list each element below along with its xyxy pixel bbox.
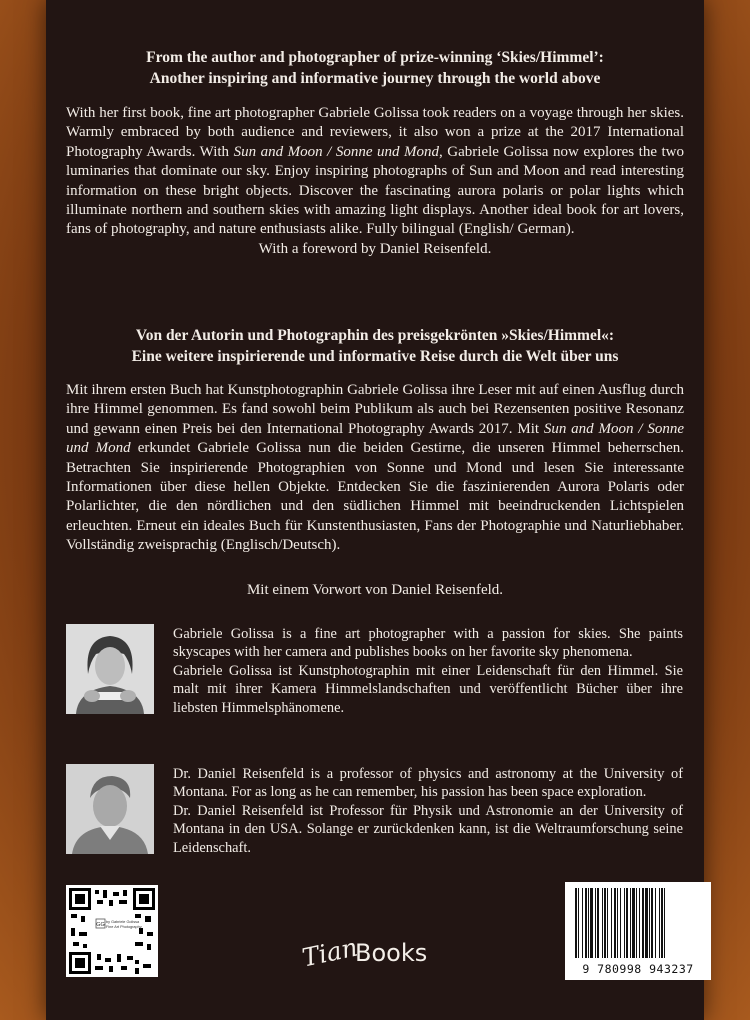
barcode-bar	[607, 888, 608, 958]
barcode-bar	[588, 888, 589, 958]
barcode-bar	[602, 888, 603, 958]
english-foreword: With a foreword by Daniel Reisenfeld.	[258, 240, 492, 257]
barcode-bar	[614, 888, 616, 958]
foreword-bio-german: Dr. Daniel Reisenfeld ist Professor für Physik und Astronomie an der University of Montana in den USA. Solange er zurückdenken kann, ist die Weltraumforschung seine Leidenschaft.	[173, 802, 683, 856]
publisher-name-books: Books	[355, 939, 428, 967]
foreword-author-bio	[173, 765, 683, 857]
isbn-number: 9 780998 943237	[582, 962, 694, 976]
barcode-bar	[620, 888, 621, 958]
barcode-bar	[661, 888, 663, 958]
isbn-barcode	[565, 882, 711, 980]
barcode-bar	[604, 888, 606, 958]
barcode-bar	[649, 888, 650, 958]
german-description	[66, 381, 684, 556]
german-body-part1: Mit ihrem ersten Buch hat Kunstphotographin Gabriele Golissa ihre Leser mit auf einen Ausflug durch ihre Himmel genommen. Es fand sowohl beim Publikum als auch bei Rezensenten positive Resonanz und gewann einen Preis bei den International Photography Awards 2017. Mit	[66, 382, 684, 437]
english-book-title: Sun and Moon / Sonne und Mond	[233, 143, 440, 160]
barcode-bars	[573, 888, 703, 960]
barcode-bar	[639, 888, 640, 958]
barcode-bar	[632, 888, 635, 958]
english-description	[66, 104, 684, 259]
barcode-bar	[582, 888, 583, 958]
german-heading-line2: Eine weitere inspirierende und informative Reise durch die Welt über uns	[131, 348, 619, 365]
barcode-bar	[578, 888, 579, 958]
foreword-author-photo	[66, 764, 154, 854]
barcode-bar	[575, 888, 577, 958]
barcode-bar	[626, 888, 628, 958]
svg-text:GG: GG	[96, 922, 105, 928]
foreword-bio-english: Dr. Daniel Reisenfeld is a professor of physics and astronomy at the University of Montana. For as long as he can remember, his passion has been space exploration.	[173, 766, 683, 801]
barcode-bar	[655, 888, 656, 958]
barcode-bar	[617, 888, 618, 958]
barcode-bar	[597, 888, 599, 958]
barcode-bar	[659, 888, 660, 958]
publisher-logo	[297, 932, 447, 980]
qr-label-line2: Fine Art Photography	[106, 925, 142, 929]
qr-code[interactable]	[66, 885, 158, 977]
english-heading-line2: Another inspiring and informative journey through the world above	[149, 70, 601, 87]
german-foreword: Mit einem Vorwort von Daniel Reisenfeld.	[246, 582, 504, 598]
barcode-bar	[642, 888, 644, 958]
barcode-bar	[624, 888, 625, 958]
barcode-bar	[595, 888, 596, 958]
publisher-name-tian: Tian	[299, 932, 361, 973]
qr-label-line1: by Gabriele Golissa	[106, 920, 140, 924]
german-heading	[62, 325, 688, 367]
barcode-bar	[630, 888, 631, 958]
german-book-title: Sun and Moon / Sonne und Mond	[66, 420, 684, 457]
barcode-bar	[585, 888, 587, 958]
barcode-bar	[664, 888, 665, 958]
barcode-bar	[636, 888, 637, 958]
barcode-bar	[590, 888, 593, 958]
author-bio-german: Gabriele Golissa ist Kunstphotographin mit einer Leidenschaft für den Himmel. Sie malt mit ihrer Kamera Himmelslandschaften und veröffentlicht Bücher über ihre liebsten Himmelsphänomene.	[173, 662, 683, 716]
author-bio	[173, 625, 683, 717]
barcode-bar	[611, 888, 612, 958]
english-body-part2: , Gabriele Golissa now explores the two luminaries that dominate our sky. Enjoy inspiring photographs of Sun and Moon and read interesting information on these bright objects. Discover the fascinating aurora polaris or polar lights which illuminate northern and southern skies with amazing light displays. Another ideal book for art lovers, fans of photography, and nature enthusiasts alike. Fully bilingual (English/ German).	[66, 143, 685, 238]
english-heading-line1: From the author and photographer of prize-winning ‘Skies/Himmel’:	[146, 49, 604, 66]
barcode-bar	[651, 888, 653, 958]
author-photo	[66, 624, 154, 714]
english-body-part1: With her first book, fine art photographer Gabriele Golissa took readers on a voyage through her skies. Warmly embraced by both audience and reviewers, it also won a prize at the 2017 International Photography Awards. With	[66, 105, 684, 160]
qr-label	[106, 920, 142, 930]
english-heading	[62, 47, 688, 89]
german-body-part2: erkundet Gabriele Golissa nun die beiden Gestirne, die unseren Himmel beherrschen. Betrachten Sie inspirierende Photographien von Sonne und Mond und lesen Sie interessante Informationen über diese hellen Objekte. Entdecken Sie die faszinierenden Aurora Polaris oder Polarlichter, die den nördlichen und den südlichen Himmel mit beeindruckenden Lichtspielen erleuchten. Erneut ein ideales Buch für Kunstenthusiasten, Fans der Photographie und Naturliebhaber. Vollständig zweisprachig (Englisch/Deutsch).	[66, 440, 684, 554]
german-heading-line1: Von der Autorin und Photographin des preisgekrönten »Skies/Himmel«:	[135, 327, 615, 344]
author-bio-english: Gabriele Golissa is a fine art photographer with a passion for skies. She paints skyscapes with her camera and publishes books on her favorite sky phenomena.	[173, 626, 683, 661]
barcode-bar	[645, 888, 648, 958]
